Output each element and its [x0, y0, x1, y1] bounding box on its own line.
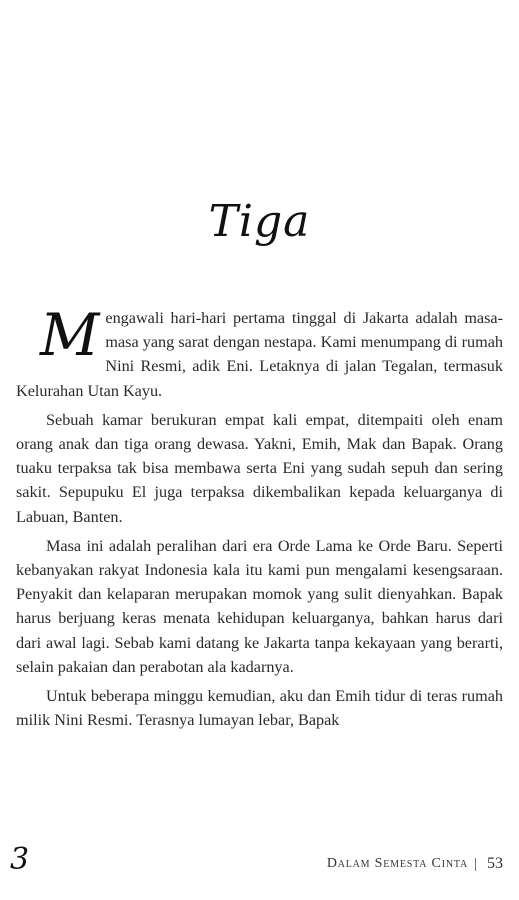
drop-cap: M — [40, 301, 100, 369]
running-footer — [327, 855, 503, 873]
footer-divider: | — [473, 855, 477, 872]
paragraph-2: Sebuah kamar berukuran empat kali empat, ditempaiti oleh enam orang anak dan tiga orang dewasa. Yakni, Emih, Mak dan Bapak. Orang tuaku terpaksa tak bisa membawa serta Eni yang sudah sepuh dan sering sakit. Sepupuku El juga terpaksa dikembalikan kepada keluarganya di Labuan, Banten. — [16, 410, 503, 526]
body-text — [16, 301, 503, 737]
chapter-corner-number: 3 — [10, 842, 30, 877]
paragraph-1-text: engawali hari-hari pertama tinggal di Jakarta adalah masa-masa yang sarat dengan nestapa. Kami menumpang di rumah Nini Resmi, adik Eni. Letaknya di jalan Tegalan, termasuk Kelurahan Utan Kayu. — [16, 309, 503, 400]
paragraph-1 — [16, 301, 503, 403]
chapter-title: Tiga — [208, 196, 311, 247]
footer-book-title: Dalam Semesta Cinta — [326, 856, 468, 871]
paragraph-4: Untuk beberapa minggu kemudian, aku dan Emih tidur di teras rumah milik Nini Resmi. Terasnya lumayan lebar, Bapak — [16, 687, 503, 730]
paragraph-3: Masa ini adalah peralihan dari era Orde Lama ke Orde Baru. Seperti kebanyakan rakyat Indonesia kala itu kami pun mengalami kesengsaraan. Penyakit dan kelaparan merupakan momok yang sulit dienyahkan. Bapak harus berjuang keras menata kehidupan keluarganya, bahkan harus dari dari awal lagi. Sebab kami datang ke Jakarta tanpa kekayaan yang berarti, selain pakaian dan perabotan ala kadarnya. — [16, 536, 503, 676]
page-number: 53 — [487, 855, 503, 872]
